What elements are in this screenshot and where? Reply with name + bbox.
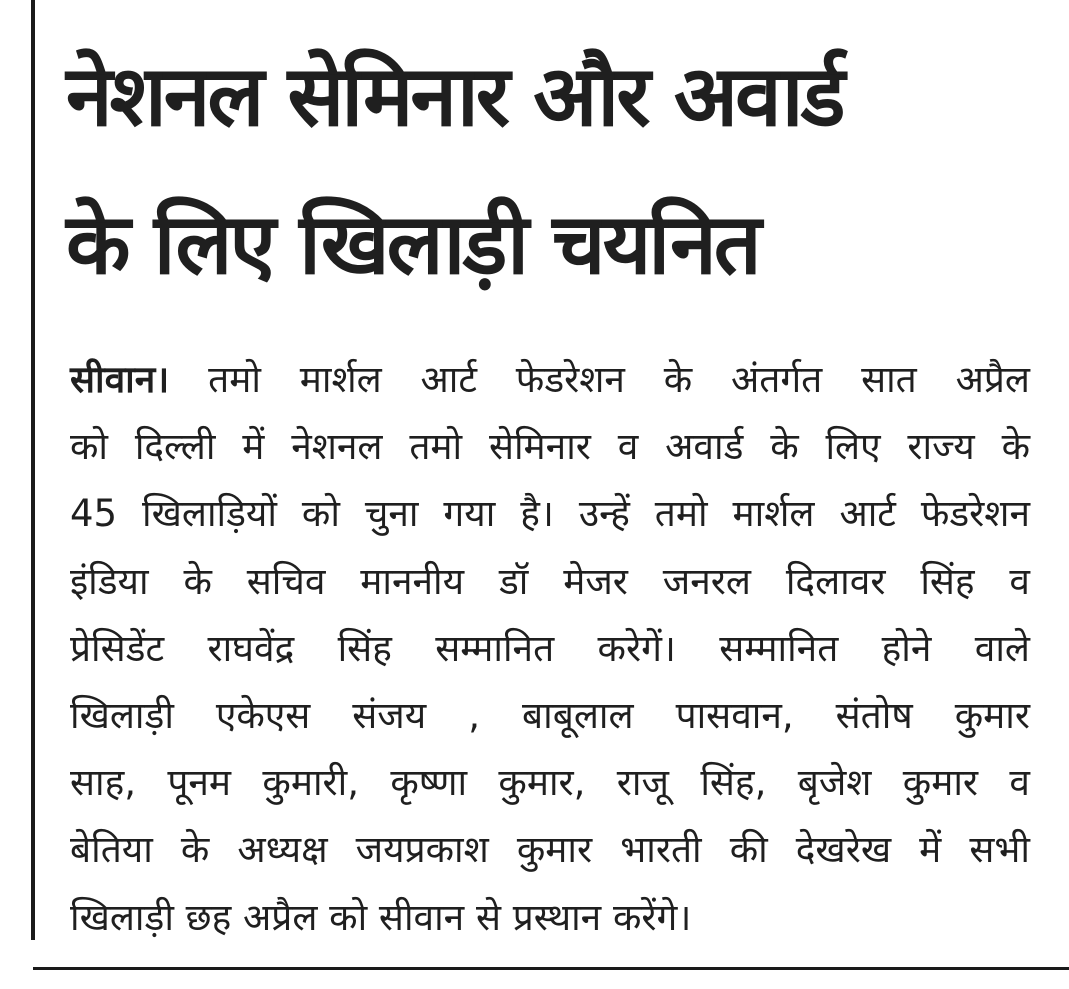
body-line-3: 45 खिलाड़ियों को चुना गया है। उन्हें तमो मार्शल आर्ट फेडरेशन (70, 492, 1030, 536)
body-line-8: बेतिया के अध्यक्ष जयप्रकाश कुमार भारती की देखरेख में सभी (70, 828, 1030, 872)
body-line-1-text: तमो मार्शल आर्ट फेडरेशन के अंतर्गत सात अप्रैल (169, 358, 1030, 401)
body-line-6: खिलाड़ी एकेएस संजय , बाबूलाल पासवान, संतोष कुमार (70, 694, 1030, 738)
column-rule-bottom (33, 967, 1069, 970)
body-line-7: साह, पूनम कुमारी, कृष्णा कुमार, राजू सिंह, बृजेश कुमार व (70, 761, 1030, 805)
article-body (70, 346, 1030, 951)
headline-line-2: के लिए खिलाड़ी चयनित (66, 195, 759, 293)
body-line-4: इंडिया के सचिव माननीय डॉ मेजर जनरल दिलावर सिंह व (70, 559, 1030, 603)
body-line-1 (70, 346, 1030, 413)
body-line-2: को दिल्ली में नेशनल तमो सेमिनार व अवार्ड के लिए राज्य के (70, 425, 1030, 469)
article-headline (66, 22, 1056, 318)
column-rule-left (31, 0, 35, 940)
dateline: सीवान। (70, 358, 170, 401)
body-line-9: खिलाड़ी छह अप्रैल को सीवान से प्रस्थान करेंगे। (70, 895, 692, 939)
body-line-5: प्रेसिडेंट राघवेंद्र सिंह सम्मानित करेगें। सम्मानित होने वाले (70, 626, 1030, 670)
headline-line-1: नेशनल सेमिनार और अवार्ड (66, 47, 843, 145)
